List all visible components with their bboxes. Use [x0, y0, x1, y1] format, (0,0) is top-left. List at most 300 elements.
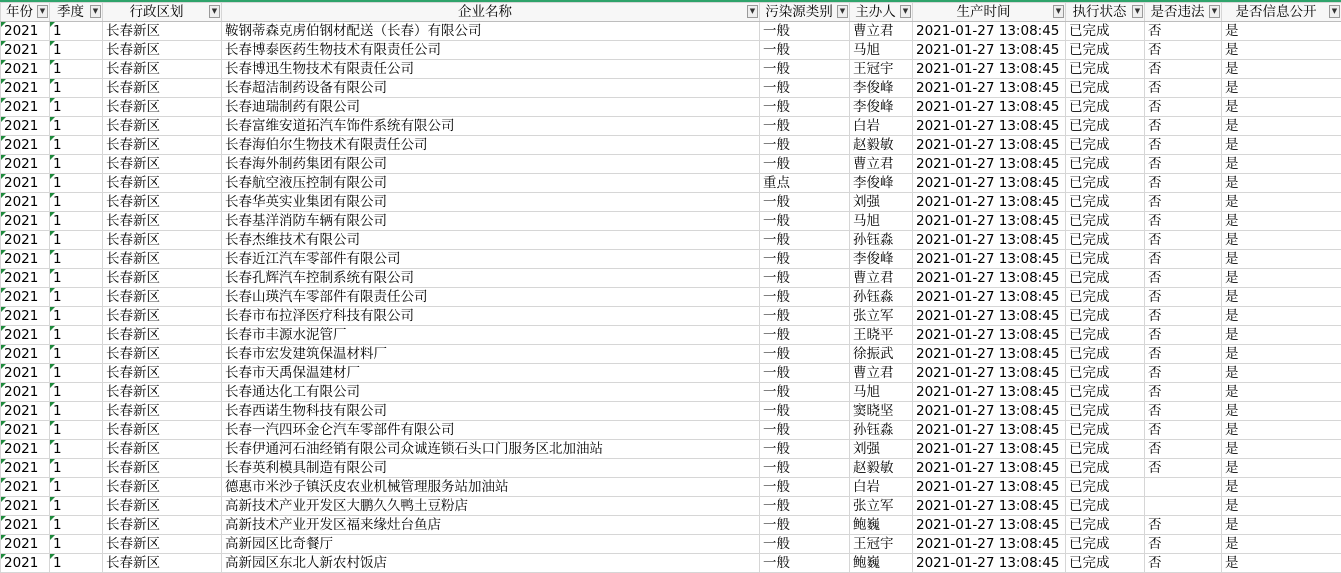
cell-主办人[interactable]: 李俊峰 — [850, 98, 913, 117]
cell-企业名称[interactable]: 长春市宏发建筑保温材料厂 — [222, 345, 760, 364]
cell-主办人[interactable]: 孙钰淼 — [850, 231, 913, 250]
cell-是否违法[interactable]: 否 — [1145, 60, 1222, 79]
cell-生产时间[interactable]: 2021-01-27 13:08:45 — [913, 136, 1066, 155]
cell-企业名称[interactable]: 长春博泰医药生物技术有限责任公司 — [222, 41, 760, 60]
cell-是否信息公开[interactable]: 是 — [1222, 60, 1341, 79]
cell-企业名称[interactable]: 长春市天禹保温建材厂 — [222, 364, 760, 383]
cell-生产时间[interactable]: 2021-01-27 13:08:45 — [913, 383, 1066, 402]
cell-行政区划[interactable]: 长春新区 — [103, 421, 222, 440]
cell-是否违法[interactable]: 否 — [1145, 364, 1222, 383]
cell-主办人[interactable]: 鲍巍 — [850, 516, 913, 535]
cell-主办人[interactable]: 刘强 — [850, 440, 913, 459]
cell-是否信息公开[interactable]: 是 — [1222, 516, 1341, 535]
cell-生产时间[interactable]: 2021-01-27 13:08:45 — [913, 535, 1066, 554]
cell-季度[interactable]: 1 — [50, 535, 103, 554]
cell-年份[interactable]: 2021 — [1, 22, 50, 41]
cell-季度[interactable]: 1 — [50, 326, 103, 345]
cell-主办人[interactable]: 曹立君 — [850, 155, 913, 174]
cell-季度[interactable]: 1 — [50, 231, 103, 250]
cell-是否信息公开[interactable]: 是 — [1222, 22, 1341, 41]
cell-执行状态[interactable]: 已完成 — [1066, 269, 1145, 288]
cell-是否违法[interactable]: 否 — [1145, 516, 1222, 535]
cell-年份[interactable]: 2021 — [1, 554, 50, 573]
cell-是否信息公开[interactable]: 是 — [1222, 98, 1341, 117]
cell-执行状态[interactable]: 已完成 — [1066, 516, 1145, 535]
cell-执行状态[interactable]: 已完成 — [1066, 421, 1145, 440]
cell-生产时间[interactable]: 2021-01-27 13:08:45 — [913, 212, 1066, 231]
cell-是否信息公开[interactable]: 是 — [1222, 250, 1341, 269]
cell-行政区划[interactable]: 长春新区 — [103, 212, 222, 231]
cell-年份[interactable]: 2021 — [1, 250, 50, 269]
cell-是否违法[interactable]: 否 — [1145, 459, 1222, 478]
cell-主办人[interactable]: 曹立君 — [850, 22, 913, 41]
cell-生产时间[interactable]: 2021-01-27 13:08:45 — [913, 79, 1066, 98]
cell-企业名称[interactable]: 长春西诺生物科技有限公司 — [222, 402, 760, 421]
cell-企业名称[interactable]: 长春市布拉泽医疗科技有限公司 — [222, 307, 760, 326]
cell-生产时间[interactable]: 2021-01-27 13:08:45 — [913, 269, 1066, 288]
cell-主办人[interactable]: 鲍巍 — [850, 554, 913, 573]
cell-生产时间[interactable]: 2021-01-27 13:08:45 — [913, 22, 1066, 41]
column-header-1[interactable] — [50, 3, 103, 22]
cell-年份[interactable]: 2021 — [1, 212, 50, 231]
cell-主办人[interactable]: 刘强 — [850, 193, 913, 212]
cell-执行状态[interactable]: 已完成 — [1066, 41, 1145, 60]
cell-是否违法[interactable]: 否 — [1145, 98, 1222, 117]
cell-是否违法[interactable]: 否 — [1145, 174, 1222, 193]
filter-dropdown-icon[interactable]: ▼ — [900, 5, 911, 18]
cell-行政区划[interactable]: 长春新区 — [103, 326, 222, 345]
cell-企业名称[interactable]: 高新园区比奇餐厅 — [222, 535, 760, 554]
cell-是否违法[interactable]: 否 — [1145, 535, 1222, 554]
filter-dropdown-icon[interactable]: ▼ — [837, 5, 848, 18]
cell-生产时间[interactable]: 2021-01-27 13:08:45 — [913, 250, 1066, 269]
filter-dropdown-icon[interactable]: ▼ — [1329, 5, 1340, 18]
cell-行政区划[interactable]: 长春新区 — [103, 155, 222, 174]
cell-执行状态[interactable]: 已完成 — [1066, 402, 1145, 421]
cell-主办人[interactable]: 白岩 — [850, 117, 913, 136]
cell-生产时间[interactable]: 2021-01-27 13:08:45 — [913, 174, 1066, 193]
cell-污染源类别[interactable]: 一般 — [760, 535, 850, 554]
cell-年份[interactable]: 2021 — [1, 345, 50, 364]
cell-主办人[interactable]: 马旭 — [850, 41, 913, 60]
cell-污染源类别[interactable]: 一般 — [760, 307, 850, 326]
cell-是否违法[interactable]: 否 — [1145, 554, 1222, 573]
cell-行政区划[interactable]: 长春新区 — [103, 554, 222, 573]
cell-季度[interactable]: 1 — [50, 516, 103, 535]
cell-年份[interactable]: 2021 — [1, 174, 50, 193]
cell-生产时间[interactable]: 2021-01-27 13:08:45 — [913, 60, 1066, 79]
cell-生产时间[interactable]: 2021-01-27 13:08:45 — [913, 440, 1066, 459]
cell-执行状态[interactable]: 已完成 — [1066, 307, 1145, 326]
cell-企业名称[interactable]: 长春富维安道拓汽车饰件系统有限公司 — [222, 117, 760, 136]
cell-是否信息公开[interactable]: 是 — [1222, 497, 1341, 516]
cell-是否违法[interactable]: 否 — [1145, 421, 1222, 440]
cell-行政区划[interactable]: 长春新区 — [103, 60, 222, 79]
cell-是否违法[interactable]: 否 — [1145, 440, 1222, 459]
cell-生产时间[interactable]: 2021-01-27 13:08:45 — [913, 231, 1066, 250]
cell-主办人[interactable]: 马旭 — [850, 383, 913, 402]
cell-季度[interactable]: 1 — [50, 60, 103, 79]
cell-是否信息公开[interactable]: 是 — [1222, 193, 1341, 212]
cell-季度[interactable]: 1 — [50, 421, 103, 440]
cell-污染源类别[interactable]: 一般 — [760, 269, 850, 288]
cell-行政区划[interactable]: 长春新区 — [103, 269, 222, 288]
cell-是否违法[interactable]: 否 — [1145, 269, 1222, 288]
cell-污染源类别[interactable]: 一般 — [760, 41, 850, 60]
cell-是否违法[interactable]: 否 — [1145, 345, 1222, 364]
cell-年份[interactable]: 2021 — [1, 364, 50, 383]
cell-污染源类别[interactable]: 一般 — [760, 98, 850, 117]
column-header-0[interactable] — [1, 3, 50, 22]
cell-生产时间[interactable]: 2021-01-27 13:08:45 — [913, 516, 1066, 535]
cell-执行状态[interactable]: 已完成 — [1066, 22, 1145, 41]
filter-active-icon[interactable]: ▼ — [209, 5, 220, 18]
cell-主办人[interactable]: 曹立君 — [850, 269, 913, 288]
cell-是否违法[interactable]: 否 — [1145, 307, 1222, 326]
cell-执行状态[interactable]: 已完成 — [1066, 98, 1145, 117]
cell-行政区划[interactable]: 长春新区 — [103, 41, 222, 60]
cell-是否信息公开[interactable]: 是 — [1222, 326, 1341, 345]
cell-季度[interactable]: 1 — [50, 155, 103, 174]
cell-主办人[interactable]: 曹立君 — [850, 364, 913, 383]
cell-污染源类别[interactable]: 一般 — [760, 364, 850, 383]
cell-污染源类别[interactable]: 一般 — [760, 345, 850, 364]
cell-企业名称[interactable]: 长春迪瑞制药有限公司 — [222, 98, 760, 117]
cell-季度[interactable]: 1 — [50, 98, 103, 117]
cell-是否违法[interactable]: 否 — [1145, 193, 1222, 212]
filter-dropdown-icon[interactable]: ▼ — [1209, 5, 1220, 18]
cell-行政区划[interactable]: 长春新区 — [103, 516, 222, 535]
column-header-7[interactable] — [1066, 3, 1145, 22]
cell-企业名称[interactable]: 高新园区东北人新农村饭店 — [222, 554, 760, 573]
cell-行政区划[interactable]: 长春新区 — [103, 193, 222, 212]
column-header-3[interactable] — [222, 3, 760, 22]
cell-企业名称[interactable]: 长春通达化工有限公司 — [222, 383, 760, 402]
cell-季度[interactable]: 1 — [50, 364, 103, 383]
cell-污染源类别[interactable]: 一般 — [760, 212, 850, 231]
cell-主办人[interactable]: 徐振武 — [850, 345, 913, 364]
cell-主办人[interactable]: 赵毅敏 — [850, 136, 913, 155]
cell-是否违法[interactable] — [1145, 497, 1222, 516]
cell-行政区划[interactable]: 长春新区 — [103, 174, 222, 193]
cell-执行状态[interactable]: 已完成 — [1066, 440, 1145, 459]
cell-主办人[interactable]: 马旭 — [850, 212, 913, 231]
cell-执行状态[interactable]: 已完成 — [1066, 364, 1145, 383]
cell-年份[interactable]: 2021 — [1, 440, 50, 459]
cell-污染源类别[interactable]: 一般 — [760, 193, 850, 212]
cell-企业名称[interactable]: 长春英利模具制造有限公司 — [222, 459, 760, 478]
cell-主办人[interactable]: 孙钰淼 — [850, 421, 913, 440]
cell-年份[interactable]: 2021 — [1, 79, 50, 98]
cell-执行状态[interactable]: 已完成 — [1066, 383, 1145, 402]
cell-是否违法[interactable]: 否 — [1145, 117, 1222, 136]
cell-污染源类别[interactable]: 一般 — [760, 22, 850, 41]
cell-是否信息公开[interactable]: 是 — [1222, 402, 1341, 421]
cell-行政区划[interactable]: 长春新区 — [103, 478, 222, 497]
cell-季度[interactable]: 1 — [50, 554, 103, 573]
cell-年份[interactable]: 2021 — [1, 288, 50, 307]
cell-是否信息公开[interactable]: 是 — [1222, 478, 1341, 497]
cell-主办人[interactable]: 孙钰淼 — [850, 288, 913, 307]
cell-行政区划[interactable]: 长春新区 — [103, 364, 222, 383]
column-header-4[interactable] — [760, 3, 850, 22]
cell-是否信息公开[interactable]: 是 — [1222, 440, 1341, 459]
cell-年份[interactable]: 2021 — [1, 41, 50, 60]
cell-企业名称[interactable]: 长春航空液压控制有限公司 — [222, 174, 760, 193]
cell-季度[interactable]: 1 — [50, 79, 103, 98]
cell-行政区划[interactable]: 长春新区 — [103, 345, 222, 364]
cell-企业名称[interactable]: 长春一汽四环金仑汽车零部件有限公司 — [222, 421, 760, 440]
cell-执行状态[interactable]: 已完成 — [1066, 250, 1145, 269]
cell-是否违法[interactable]: 否 — [1145, 136, 1222, 155]
cell-企业名称[interactable]: 长春市丰源水泥管厂 — [222, 326, 760, 345]
cell-年份[interactable]: 2021 — [1, 421, 50, 440]
cell-是否违法[interactable]: 否 — [1145, 155, 1222, 174]
cell-执行状态[interactable]: 已完成 — [1066, 117, 1145, 136]
cell-污染源类别[interactable]: 一般 — [760, 117, 850, 136]
cell-生产时间[interactable]: 2021-01-27 13:08:45 — [913, 98, 1066, 117]
cell-季度[interactable]: 1 — [50, 41, 103, 60]
cell-年份[interactable]: 2021 — [1, 60, 50, 79]
cell-行政区划[interactable]: 长春新区 — [103, 250, 222, 269]
cell-污染源类别[interactable]: 一般 — [760, 79, 850, 98]
cell-主办人[interactable]: 赵毅敏 — [850, 459, 913, 478]
column-header-2[interactable] — [103, 3, 222, 22]
cell-行政区划[interactable]: 长春新区 — [103, 307, 222, 326]
filter-dropdown-icon[interactable]: ▼ — [1053, 5, 1064, 18]
cell-行政区划[interactable]: 长春新区 — [103, 535, 222, 554]
cell-年份[interactable]: 2021 — [1, 497, 50, 516]
cell-污染源类别[interactable]: 重点 — [760, 174, 850, 193]
cell-主办人[interactable]: 李俊峰 — [850, 250, 913, 269]
cell-企业名称[interactable]: 鞍钢蒂森克虏伯钢材配送（长春）有限公司 — [222, 22, 760, 41]
cell-是否违法[interactable]: 否 — [1145, 231, 1222, 250]
cell-主办人[interactable]: 窦晓坚 — [850, 402, 913, 421]
cell-季度[interactable]: 1 — [50, 440, 103, 459]
cell-主办人[interactable]: 张立军 — [850, 307, 913, 326]
cell-行政区划[interactable]: 长春新区 — [103, 22, 222, 41]
cell-是否信息公开[interactable]: 是 — [1222, 136, 1341, 155]
cell-行政区划[interactable]: 长春新区 — [103, 79, 222, 98]
column-header-9[interactable] — [1222, 3, 1341, 22]
cell-企业名称[interactable]: 长春山瑛汽车零部件有限责任公司 — [222, 288, 760, 307]
cell-季度[interactable]: 1 — [50, 383, 103, 402]
cell-污染源类别[interactable]: 一般 — [760, 60, 850, 79]
column-header-5[interactable] — [850, 3, 913, 22]
cell-主办人[interactable]: 王冠宇 — [850, 535, 913, 554]
cell-季度[interactable]: 1 — [50, 288, 103, 307]
cell-年份[interactable]: 2021 — [1, 402, 50, 421]
cell-企业名称[interactable]: 长春海伯尔生物技术有限责任公司 — [222, 136, 760, 155]
cell-企业名称[interactable]: 高新技术产业开发区福来缘灶台鱼店 — [222, 516, 760, 535]
cell-企业名称[interactable]: 长春博迅生物技术有限责任公司 — [222, 60, 760, 79]
cell-季度[interactable]: 1 — [50, 212, 103, 231]
cell-季度[interactable]: 1 — [50, 307, 103, 326]
cell-执行状态[interactable]: 已完成 — [1066, 212, 1145, 231]
cell-是否违法[interactable]: 否 — [1145, 79, 1222, 98]
cell-是否违法[interactable]: 否 — [1145, 326, 1222, 345]
cell-年份[interactable]: 2021 — [1, 193, 50, 212]
cell-年份[interactable]: 2021 — [1, 307, 50, 326]
cell-是否信息公开[interactable]: 是 — [1222, 364, 1341, 383]
cell-年份[interactable]: 2021 — [1, 136, 50, 155]
cell-执行状态[interactable]: 已完成 — [1066, 459, 1145, 478]
cell-执行状态[interactable]: 已完成 — [1066, 193, 1145, 212]
cell-行政区划[interactable]: 长春新区 — [103, 459, 222, 478]
cell-是否信息公开[interactable]: 是 — [1222, 383, 1341, 402]
cell-生产时间[interactable]: 2021-01-27 13:08:45 — [913, 326, 1066, 345]
cell-是否违法[interactable]: 否 — [1145, 250, 1222, 269]
cell-污染源类别[interactable]: 一般 — [760, 497, 850, 516]
cell-行政区划[interactable]: 长春新区 — [103, 288, 222, 307]
cell-是否信息公开[interactable]: 是 — [1222, 554, 1341, 573]
cell-季度[interactable]: 1 — [50, 497, 103, 516]
cell-是否信息公开[interactable]: 是 — [1222, 459, 1341, 478]
cell-是否信息公开[interactable]: 是 — [1222, 345, 1341, 364]
cell-是否信息公开[interactable]: 是 — [1222, 307, 1341, 326]
cell-季度[interactable]: 1 — [50, 193, 103, 212]
cell-季度[interactable]: 1 — [50, 478, 103, 497]
cell-是否违法[interactable]: 否 — [1145, 212, 1222, 231]
cell-季度[interactable]: 1 — [50, 117, 103, 136]
cell-污染源类别[interactable]: 一般 — [760, 402, 850, 421]
cell-是否信息公开[interactable]: 是 — [1222, 535, 1341, 554]
cell-季度[interactable]: 1 — [50, 459, 103, 478]
cell-主办人[interactable]: 王冠宇 — [850, 60, 913, 79]
cell-主办人[interactable]: 王晓平 — [850, 326, 913, 345]
cell-执行状态[interactable]: 已完成 — [1066, 136, 1145, 155]
cell-污染源类别[interactable]: 一般 — [760, 155, 850, 174]
cell-生产时间[interactable]: 2021-01-27 13:08:45 — [913, 554, 1066, 573]
cell-污染源类别[interactable]: 一般 — [760, 516, 850, 535]
cell-年份[interactable]: 2021 — [1, 98, 50, 117]
cell-企业名称[interactable]: 长春孔辉汽车控制系统有限公司 — [222, 269, 760, 288]
column-header-6[interactable] — [913, 3, 1066, 22]
cell-污染源类别[interactable]: 一般 — [760, 421, 850, 440]
cell-执行状态[interactable]: 已完成 — [1066, 155, 1145, 174]
cell-季度[interactable]: 1 — [50, 136, 103, 155]
cell-是否违法[interactable]: 否 — [1145, 383, 1222, 402]
cell-季度[interactable]: 1 — [50, 345, 103, 364]
cell-年份[interactable]: 2021 — [1, 516, 50, 535]
cell-污染源类别[interactable]: 一般 — [760, 440, 850, 459]
cell-生产时间[interactable]: 2021-01-27 13:08:45 — [913, 307, 1066, 326]
filter-dropdown-icon[interactable]: ▼ — [90, 5, 101, 18]
cell-是否信息公开[interactable]: 是 — [1222, 231, 1341, 250]
cell-年份[interactable]: 2021 — [1, 459, 50, 478]
cell-执行状态[interactable]: 已完成 — [1066, 326, 1145, 345]
filter-dropdown-icon[interactable]: ▼ — [1132, 5, 1143, 18]
cell-是否违法[interactable]: 否 — [1145, 288, 1222, 307]
cell-污染源类别[interactable]: 一般 — [760, 250, 850, 269]
cell-行政区划[interactable]: 长春新区 — [103, 98, 222, 117]
cell-年份[interactable]: 2021 — [1, 117, 50, 136]
cell-企业名称[interactable]: 长春基洋消防车辆有限公司 — [222, 212, 760, 231]
cell-生产时间[interactable]: 2021-01-27 13:08:45 — [913, 478, 1066, 497]
cell-污染源类别[interactable]: 一般 — [760, 136, 850, 155]
column-header-8[interactable] — [1145, 3, 1222, 22]
cell-执行状态[interactable]: 已完成 — [1066, 497, 1145, 516]
cell-企业名称[interactable]: 高新技术产业开发区大鹏久久鸭土豆粉店 — [222, 497, 760, 516]
cell-是否信息公开[interactable]: 是 — [1222, 155, 1341, 174]
cell-企业名称[interactable]: 长春海外制药集团有限公司 — [222, 155, 760, 174]
filter-dropdown-icon[interactable]: ▼ — [747, 5, 758, 18]
cell-执行状态[interactable]: 已完成 — [1066, 288, 1145, 307]
cell-生产时间[interactable]: 2021-01-27 13:08:45 — [913, 288, 1066, 307]
cell-生产时间[interactable]: 2021-01-27 13:08:45 — [913, 402, 1066, 421]
cell-行政区划[interactable]: 长春新区 — [103, 117, 222, 136]
cell-生产时间[interactable]: 2021-01-27 13:08:45 — [913, 459, 1066, 478]
cell-污染源类别[interactable]: 一般 — [760, 326, 850, 345]
cell-执行状态[interactable]: 已完成 — [1066, 79, 1145, 98]
cell-是否信息公开[interactable]: 是 — [1222, 421, 1341, 440]
cell-季度[interactable]: 1 — [50, 250, 103, 269]
cell-行政区划[interactable]: 长春新区 — [103, 402, 222, 421]
cell-执行状态[interactable]: 已完成 — [1066, 60, 1145, 79]
cell-季度[interactable]: 1 — [50, 269, 103, 288]
cell-生产时间[interactable]: 2021-01-27 13:08:45 — [913, 497, 1066, 516]
cell-执行状态[interactable]: 已完成 — [1066, 345, 1145, 364]
cell-年份[interactable]: 2021 — [1, 269, 50, 288]
cell-企业名称[interactable]: 长春杰维技术有限公司 — [222, 231, 760, 250]
cell-生产时间[interactable]: 2021-01-27 13:08:45 — [913, 155, 1066, 174]
cell-是否信息公开[interactable]: 是 — [1222, 288, 1341, 307]
cell-生产时间[interactable]: 2021-01-27 13:08:45 — [913, 41, 1066, 60]
cell-生产时间[interactable]: 2021-01-27 13:08:45 — [913, 364, 1066, 383]
cell-行政区划[interactable]: 长春新区 — [103, 497, 222, 516]
cell-执行状态[interactable]: 已完成 — [1066, 478, 1145, 497]
cell-年份[interactable]: 2021 — [1, 383, 50, 402]
cell-是否信息公开[interactable]: 是 — [1222, 41, 1341, 60]
cell-季度[interactable]: 1 — [50, 22, 103, 41]
cell-执行状态[interactable]: 已完成 — [1066, 231, 1145, 250]
cell-行政区划[interactable]: 长春新区 — [103, 231, 222, 250]
filter-dropdown-icon[interactable]: ▼ — [37, 5, 48, 18]
cell-污染源类别[interactable]: 一般 — [760, 288, 850, 307]
cell-生产时间[interactable]: 2021-01-27 13:08:45 — [913, 345, 1066, 364]
cell-生产时间[interactable]: 2021-01-27 13:08:45 — [913, 193, 1066, 212]
cell-生产时间[interactable]: 2021-01-27 13:08:45 — [913, 421, 1066, 440]
cell-污染源类别[interactable]: 一般 — [760, 383, 850, 402]
cell-企业名称[interactable]: 长春近江汽车零部件有限公司 — [222, 250, 760, 269]
cell-生产时间[interactable]: 2021-01-27 13:08:45 — [913, 117, 1066, 136]
cell-是否信息公开[interactable]: 是 — [1222, 174, 1341, 193]
cell-是否违法[interactable]: 否 — [1145, 22, 1222, 41]
cell-行政区划[interactable]: 长春新区 — [103, 383, 222, 402]
cell-企业名称[interactable]: 长春超洁制药设备有限公司 — [222, 79, 760, 98]
cell-季度[interactable]: 1 — [50, 402, 103, 421]
cell-是否信息公开[interactable]: 是 — [1222, 79, 1341, 98]
cell-污染源类别[interactable]: 一般 — [760, 478, 850, 497]
cell-企业名称[interactable]: 长春华英实业集团有限公司 — [222, 193, 760, 212]
cell-企业名称[interactable]: 德惠市米沙子镇沃皮农业机械管理服务站加油站 — [222, 478, 760, 497]
cell-污染源类别[interactable]: 一般 — [760, 459, 850, 478]
cell-污染源类别[interactable]: 一般 — [760, 554, 850, 573]
cell-年份[interactable]: 2021 — [1, 478, 50, 497]
cell-主办人[interactable]: 张立军 — [850, 497, 913, 516]
cell-是否信息公开[interactable]: 是 — [1222, 269, 1341, 288]
cell-企业名称[interactable]: 长春伊通河石油经销有限公司众诚连锁石头口门服务区北加油站 — [222, 440, 760, 459]
cell-是否信息公开[interactable]: 是 — [1222, 117, 1341, 136]
cell-年份[interactable]: 2021 — [1, 535, 50, 554]
cell-季度[interactable]: 1 — [50, 174, 103, 193]
cell-是否违法[interactable] — [1145, 478, 1222, 497]
cell-执行状态[interactable]: 已完成 — [1066, 554, 1145, 573]
cell-主办人[interactable]: 李俊峰 — [850, 79, 913, 98]
cell-是否违法[interactable]: 否 — [1145, 41, 1222, 60]
cell-年份[interactable]: 2021 — [1, 155, 50, 174]
cell-是否信息公开[interactable]: 是 — [1222, 212, 1341, 231]
